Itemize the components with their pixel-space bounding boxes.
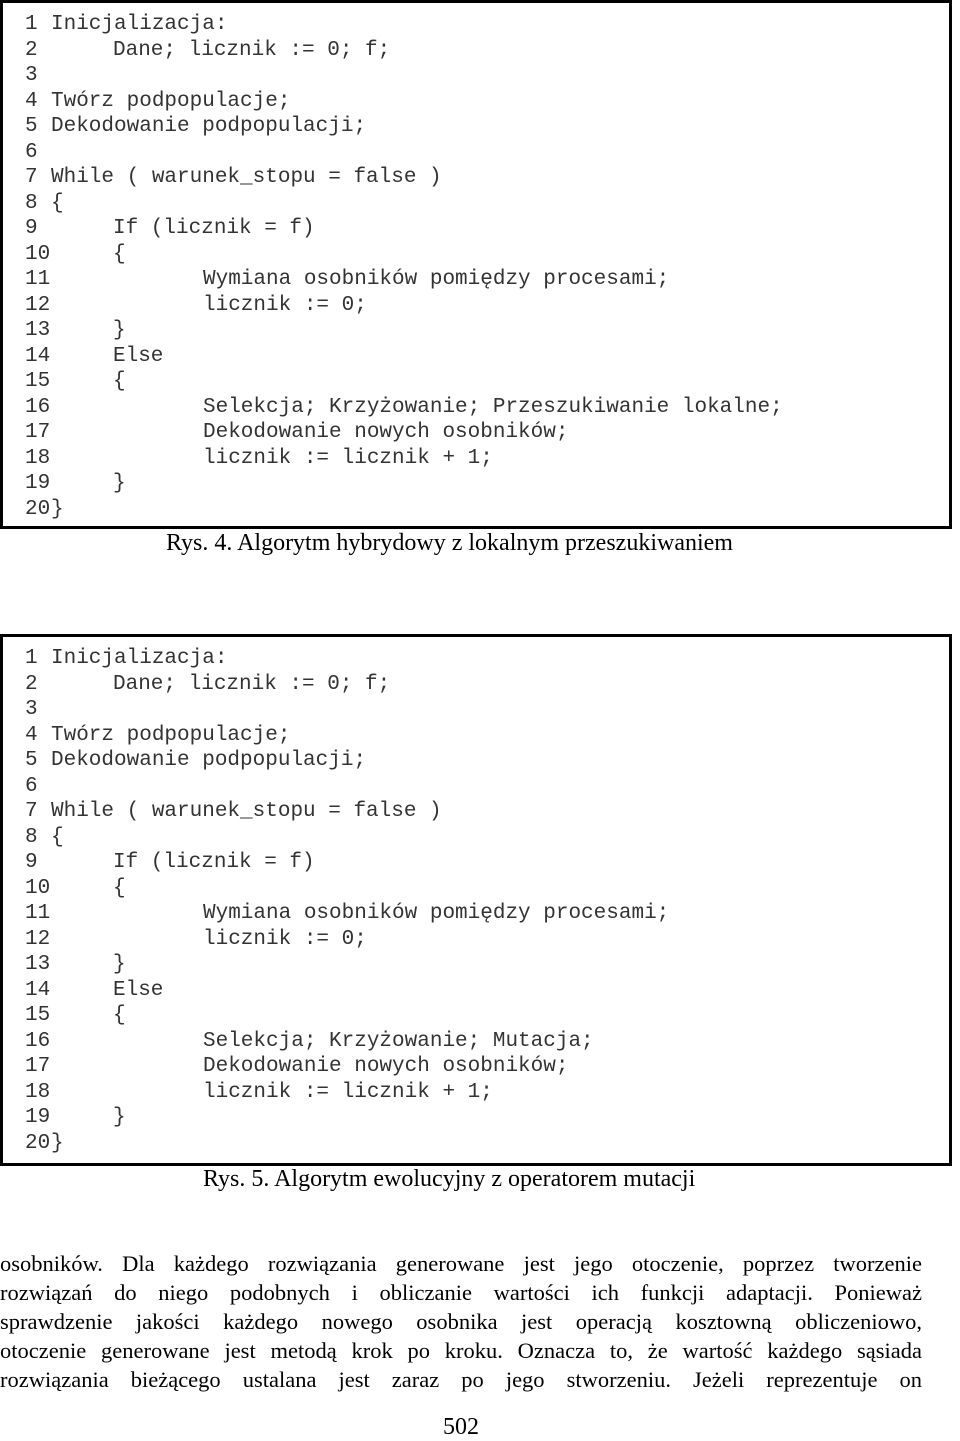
code-line xyxy=(25,471,783,497)
code-text: If (licznik = f) xyxy=(113,217,315,240)
code-line xyxy=(25,1131,669,1157)
code-line xyxy=(25,901,669,927)
line-number: 8 xyxy=(25,191,38,215)
line-number: 11 xyxy=(25,268,51,291)
line-number: 1 xyxy=(25,647,38,670)
code-line xyxy=(25,1029,669,1055)
line-number: 5 xyxy=(25,115,38,138)
code-text: Dane; licznik := 0; f; xyxy=(113,38,391,62)
line-number: 16 xyxy=(25,1029,51,1053)
line-number: 2 xyxy=(25,38,38,62)
code-line xyxy=(25,165,783,191)
line-number: 7 xyxy=(25,166,38,189)
line-number: 6 xyxy=(25,140,38,164)
code-line xyxy=(25,114,783,140)
code-text: Dekodowanie podpopulacji; xyxy=(51,749,367,772)
paragraph-line: otoczenie generowane jest metodą krok po kroku. Oznacza to, że wartość każdego sąsiada xyxy=(0,1338,922,1363)
code-text: While ( warunek_stopu = false ) xyxy=(51,166,442,189)
line-number: 7 xyxy=(25,800,38,823)
line-number: 11 xyxy=(25,902,51,925)
code-text: { xyxy=(113,242,126,266)
line-number: 4 xyxy=(25,89,38,113)
line-number: 18 xyxy=(25,1080,51,1104)
code-line xyxy=(25,191,783,217)
code-line xyxy=(25,89,783,115)
code-line xyxy=(25,216,783,242)
code-text: licznik := 0; xyxy=(203,927,367,951)
code-line xyxy=(25,12,783,38)
line-number: 13 xyxy=(25,319,51,342)
code-text: } xyxy=(113,1106,126,1129)
code-text: licznik := licznik + 1; xyxy=(203,1080,493,1104)
paragraph-line: sprawdzenie jakości każdego nowego osobnika jest operacją kosztowną obliczeniowo, xyxy=(0,1309,922,1334)
code-text: Selekcja; Krzyżowanie; Przeszukiwanie lokalne; xyxy=(203,395,783,419)
line-number: 10 xyxy=(25,242,51,266)
line-number: 14 xyxy=(25,344,51,368)
code-text: } xyxy=(113,319,126,342)
line-number: 15 xyxy=(25,370,51,393)
code-text: Else xyxy=(113,344,164,368)
figure-caption: Rys. 4. Algorytm hybrydowy z lokalnym przeszukiwaniem xyxy=(166,530,733,556)
line-number: 2 xyxy=(25,672,38,696)
code-text: Dekodowanie nowych osobników; xyxy=(203,421,569,444)
code-line xyxy=(25,420,783,446)
code-text: Twórz podpopulacje; xyxy=(51,723,291,747)
line-number: 8 xyxy=(25,825,38,849)
code-line xyxy=(25,1105,669,1131)
code-listing xyxy=(25,12,783,522)
code-line xyxy=(25,697,669,723)
code-text: } xyxy=(51,1131,64,1155)
line-number: 17 xyxy=(25,1055,51,1078)
code-line xyxy=(25,242,783,268)
paragraph-line: osobników. Dla każdego rozwiązania generowane jest jego otoczenie, poprzez tworzenie xyxy=(0,1251,922,1276)
line-number: 14 xyxy=(25,978,51,1002)
code-line xyxy=(25,850,669,876)
code-line xyxy=(25,1054,669,1080)
code-line xyxy=(25,799,669,825)
code-line xyxy=(25,876,669,902)
paragraph-line: rozwiązań do niego podobnych i obliczanie wartości ich funkcji adaptacji. Ponieważ xyxy=(0,1280,922,1305)
line-number: 6 xyxy=(25,774,38,798)
code-text: Dekodowanie podpopulacji; xyxy=(51,115,367,138)
code-line xyxy=(25,446,783,472)
line-number: 13 xyxy=(25,953,51,976)
code-text: { xyxy=(51,825,64,849)
line-number: 20 xyxy=(25,1131,51,1155)
line-number: 19 xyxy=(25,472,51,495)
code-text: } xyxy=(113,953,126,976)
code-line xyxy=(25,395,783,421)
code-text: Wymiana osobników pomiędzy procesami; xyxy=(203,902,670,925)
code-line xyxy=(25,497,783,523)
figure-caption: Rys. 5. Algorytm ewolucyjny z operatorem mutacji xyxy=(203,1166,696,1192)
line-number: 15 xyxy=(25,1004,51,1027)
code-text: } xyxy=(113,472,126,495)
code-line xyxy=(25,646,669,672)
code-line xyxy=(25,774,669,800)
code-text: Dane; licznik := 0; f; xyxy=(113,672,391,696)
code-line xyxy=(25,978,669,1004)
code-line xyxy=(25,267,783,293)
code-text: { xyxy=(113,1004,126,1027)
code-line xyxy=(25,927,669,953)
code-line xyxy=(25,748,669,774)
code-line xyxy=(25,318,783,344)
code-text: { xyxy=(113,876,126,900)
code-line xyxy=(25,38,783,64)
line-number: 10 xyxy=(25,876,51,900)
line-number: 1 xyxy=(25,13,38,36)
code-text: Dekodowanie nowych osobników; xyxy=(203,1055,569,1078)
code-line xyxy=(25,672,669,698)
line-number: 5 xyxy=(25,749,38,772)
line-number: 17 xyxy=(25,421,51,444)
code-line xyxy=(25,825,669,851)
code-line xyxy=(25,1003,669,1029)
line-number: 3 xyxy=(25,64,38,87)
code-line xyxy=(25,1080,669,1106)
line-number: 12 xyxy=(25,293,51,317)
code-text: Selekcja; Krzyżowanie; Mutacja; xyxy=(203,1029,594,1053)
line-number: 9 xyxy=(25,217,38,240)
code-text: { xyxy=(113,370,126,393)
code-text: } xyxy=(51,497,64,521)
algorithm-listing-figure-4 xyxy=(0,0,952,529)
line-number: 20 xyxy=(25,497,51,521)
algorithm-listing-figure-5 xyxy=(0,634,952,1166)
code-text: Inicjalizacja: xyxy=(51,13,228,36)
line-number: 18 xyxy=(25,446,51,470)
code-text: Twórz podpopulacje; xyxy=(51,89,291,113)
line-number: 12 xyxy=(25,927,51,951)
code-text: Inicjalizacja: xyxy=(51,647,228,670)
code-text: licznik := licznik + 1; xyxy=(203,446,493,470)
code-text: licznik := 0; xyxy=(203,293,367,317)
line-number: 9 xyxy=(25,851,38,874)
code-listing xyxy=(25,646,669,1156)
body-paragraph xyxy=(0,1249,922,1394)
line-number: 4 xyxy=(25,723,38,747)
code-line xyxy=(25,63,783,89)
code-line xyxy=(25,723,669,749)
code-text: { xyxy=(51,191,64,215)
code-line xyxy=(25,140,783,166)
line-number: 3 xyxy=(25,698,38,721)
code-text: Else xyxy=(113,978,164,1002)
line-number: 19 xyxy=(25,1106,51,1129)
code-line xyxy=(25,293,783,319)
code-line xyxy=(25,952,669,978)
paragraph-line: rozwiązania bieżącego ustalana jest zaraz po jego stworzeniu. Jeżeli reprezentuje on xyxy=(0,1367,922,1392)
line-number: 16 xyxy=(25,395,51,419)
code-text: Wymiana osobników pomiędzy procesami; xyxy=(203,268,670,291)
code-text: If (licznik = f) xyxy=(113,851,315,874)
code-line xyxy=(25,344,783,370)
code-line xyxy=(25,369,783,395)
code-text: While ( warunek_stopu = false ) xyxy=(51,800,442,823)
page-number: 502 xyxy=(443,1414,479,1440)
